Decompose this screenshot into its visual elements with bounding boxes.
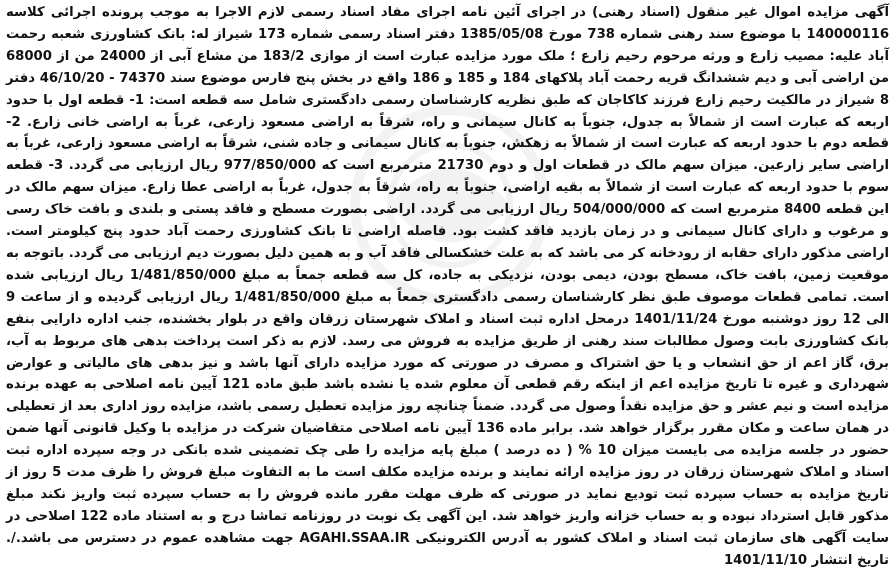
auction-notice-text: آگهی مزایده اموال غیر منقول (اسناد رهنی) در اجرای آئین نامه اجرای مفاد اسناد رسمی لازم الاجرا به موجب پرونده اجرائی کلاسه 140000116 با موضوع سند رهنی شماره 738 مورخ 1385/05/08 دفتر اسناد رسمی شماره 173 شیراز له: بانک کشاورزی شعبه رحمت آباد علیه: مصیب زارع و ورثه مرحوم رحیم زارع ؛ ملک مورد مزایده عبارت است از موازی 183/2 من مشاع آبی از 24000 من از 68000 من اراضی آبی و دیم ششدانگ قریه رحمت آباد پلاکهای 184 و 185 و 186 واقع در بخش پنج فارس موضوع سند 74370 - 46/10/20 دفتر 8 شیراز در مالکیت رحیم زارع فرزند کاکاجان که طبق نظریه کارشناسان رسمی دادگستری شامل سه قطعه است: 1- قطعه اول با حدود اربعه که عبارت است از شمالاً به جدول، جنوباً به کانال سیمانی و راه، شرقاً به اراضی مسعود زارعی، غرباً به اراضی خانی زارع. 2- قطعه دوم با حدود اربعه که عبارت است از شمالاً به زهکش، جنوباً به کانال سیمانی و جاده شنی، شرقاً به اراضی مسعود زارعی، غرباً به اراضی سایر زارعین. میزان سهم مالک در قطعات اول و دوم 21730 مترمربع است که 977/850/000 ریال ارزیابی می گردد. 3- قطعه سوم با حدود اربعه که عبارت است از شمالاً به بقیه اراضی، جنوباً به راه، شرقاً به جدول، غرباً به اراضی عطا زارع. میزان سهم مالک در این قطعه 8400 مترمربع است که 504/000/000 ریال ارزیابی می گردد. اراضی بصورت مسطح و فاقد پستی و بلندی و بافت خاک رسی و مرغوب و دارای کانال سیمانی و در زمان بازدید فاقد کشت بود. فاصله اراضی تا بانک کشاورزی رحمت آباد حدود پنج کیلومتر است. اراضی مذکور دارای حقابه از رودخانه کر می باشد که به علت خشکسالی فاقد آب و به همین دلیل بصورت دیم ارزیابی می گردد. باتوجه به موقعیت زمین، بافت خاک، مسطح بودن، دیمی بودن، نزدیکی به جاده، کل سه قطعه جمعاً به مبلغ 1/481/850/000 ریال ارزیابی شده است. تمامی قطعات موصوف طبق نظر کارشناسان رسمی دادگستری جمعاً به مبلغ 1/481/850/000 ریال ارزیابی گردیده و از ساعت 9 الی 12 روز دوشنبه مورخ 1401/11/24 درمحل اداره ثبت اسناد و املاک شهرستان زرقان واقع در بلوار بخشنده، جنب اداره دارایی بنفع بانک کشاورزی بابت وصول مطالبات سند رهنی از طریق مزایده به فروش می رسد. لازم به ذکر است پرداخت بدهی های مربوط به آب، برق، گاز اعم از حق انشعاب و یا حق اشتراک و مصرف در صورتی که مورد مزایده دارای آنها باشد و نیز بدهی های مالیاتی و عوارض شهرداری و غیره تا تاریخ مزایده اعم از اینکه رقم قطعی آن معلوم شده یا نشده باشد طبق ماده 121 آیین نامه اصلاحی به عهده برنده مزایده است و نیم عشر و حق مزایده نقداً وصول می گردد. ضمناً چنانچه روز مزایده تعطیل رسمی باشد، مزایده روز اداری بعد از تعطیلی در همان ساعت و مکان مقرر برگزار خواهد شد. برابر ماده 136 آیین نامه اصلاحی متقاضیان شرکت در مزایده با وکیل قانونی آنها ضمن حضور در جلسه مزایده می بایست میزان 10 % ( ده درصد ) مبلغ پایه مزایده را طی چک تضمینی شده بانکی در وجه سپرده اداره ثبت اسناد و املاک شهرستان زرقان در روز مزایده ارائه نمایند و برنده مزایده مکلف است ما به التفاوت مبلغ فروش را ظرف مدت 5 روز از تاریخ مزایده به حساب سپرده ثبت تودیع نماید در صورتی که ظرف مهلت مقرر مانده فروش را به حساب سپرده ثبت واریز نکند مبلغ مذکور قابل استرداد نبوده و به حساب خزانه واریز خواهد شد. این آگهی یک نوبت در روزنامه تماشا درج و به استناد ماده 122 اصلاحی در سایت آگهی های سازمان ثبت اسناد و املاک کشور به آدرس الکترونیکی AGAHI.SSAA.IR جهت مشاهده عموم در دسترس می باشد./. تاریخ انتشار 1401/11/10 [6,5,890,568]
